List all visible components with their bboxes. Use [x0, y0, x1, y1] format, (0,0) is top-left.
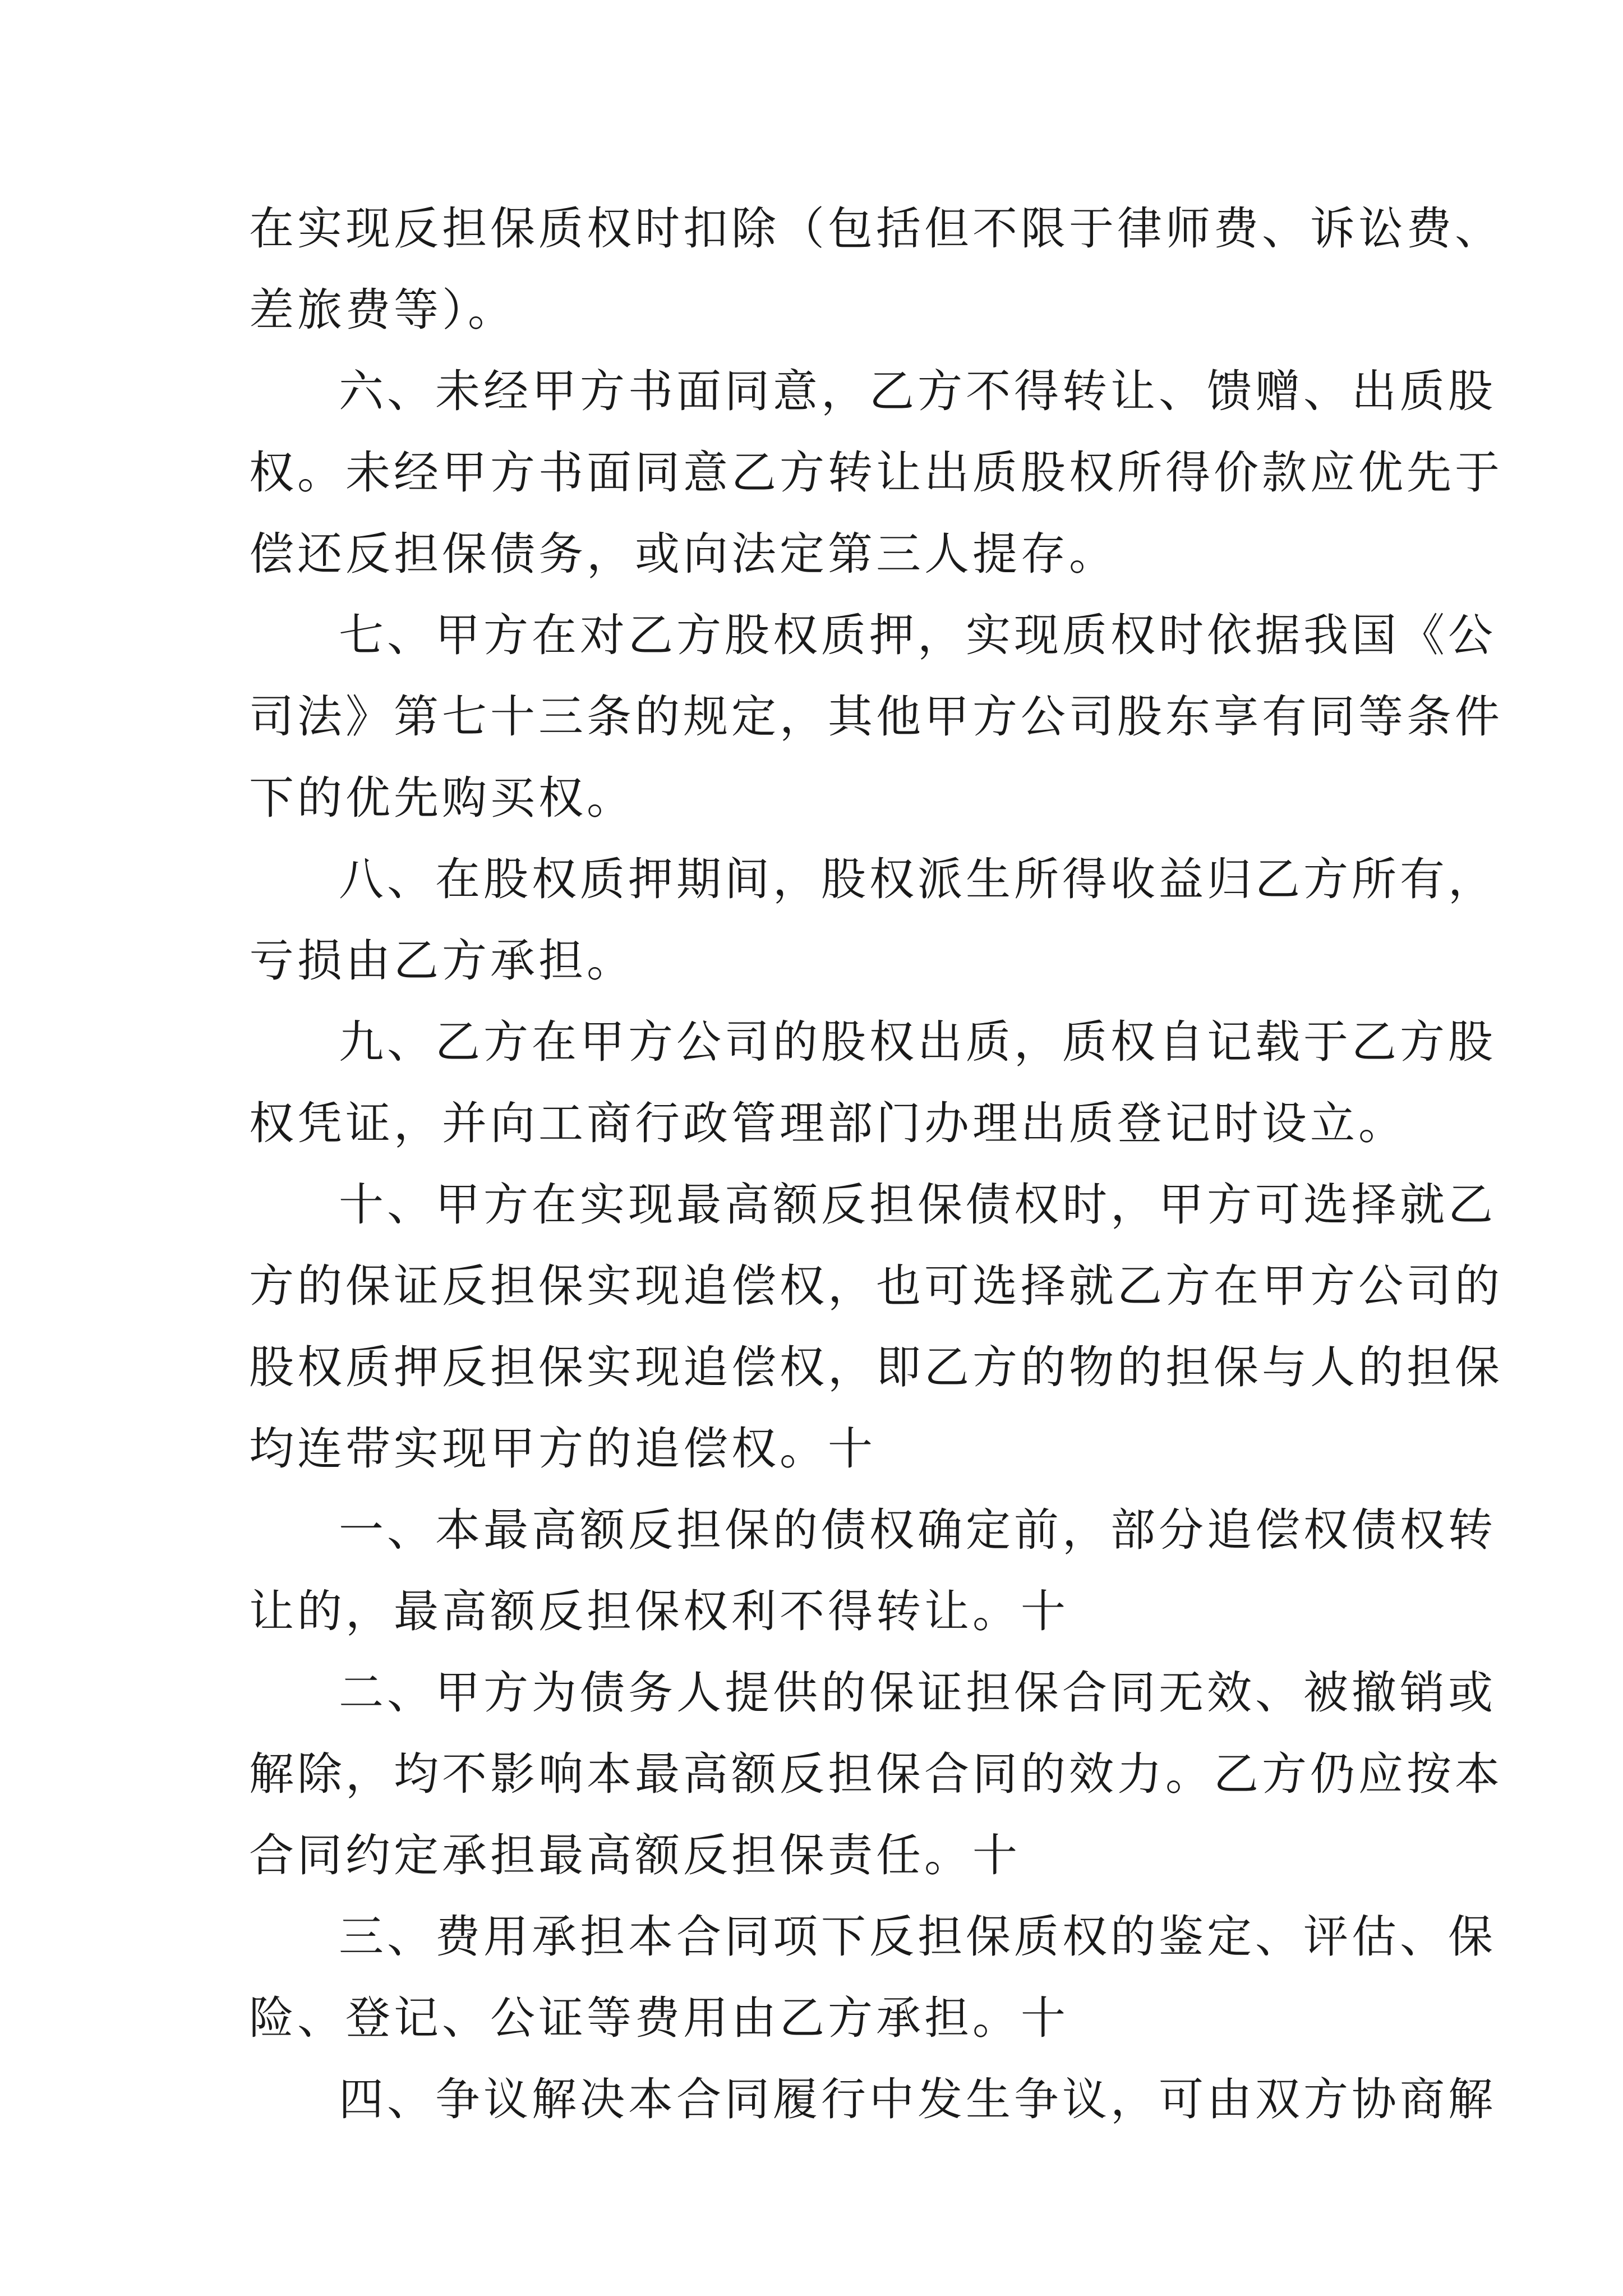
text-line: 差旅费等）。 — [249, 284, 516, 336]
paragraph-start-line: 七、甲方在对乙方股权质押，实现质权时依据我国《公 — [339, 609, 1496, 661]
paragraph-start-line: 八、在股权质押期间，股权派生所得收益归乙方所有， — [339, 853, 1496, 905]
text-line: 让的，最高额反担保权利不得转让。十 — [249, 1585, 1069, 1637]
text-line: 股权质押反担保实现追偿权，即乙方的物的担保与人的担保 — [249, 1341, 1503, 1393]
text-line: 在实现反担保质权时扣除（包括但不限于律师费、诉讼费、 — [249, 203, 1503, 255]
text-line: 权。未经甲方书面同意乙方转让出质股权所得价款应优先于 — [249, 447, 1503, 499]
text-line: 合同约定承担最高额反担保责任。十 — [249, 1829, 1021, 1881]
document-body — [249, 188, 1503, 2140]
text-line: 方的保证反担保实现追偿权，也可选择就乙方在甲方公司的 — [249, 1260, 1503, 1312]
paragraph-start-line: 十、甲方在实现最高额反担保债权时，甲方可选择就乙 — [339, 1179, 1496, 1231]
text-line: 险、登记、公证等费用由乙方承担。十 — [249, 1992, 1069, 2044]
paragraph-start-line: 一、本最高额反担保的债权确定前，部分追偿权债权转 — [339, 1504, 1496, 1556]
text-line: 偿还反担保债务，或向法定第三人提存。 — [249, 528, 1117, 580]
paragraph-start-line: 九、乙方在甲方公司的股权出质，质权自记载于乙方股 — [339, 1016, 1496, 1068]
paragraph-start-line: 六、未经甲方书面同意，乙方不得转让、馈赠、出质股 — [339, 365, 1496, 417]
text-line: 亏损由乙方承担。 — [249, 935, 635, 987]
text-line: 司法》第七十三条的规定，其他甲方公司股东享有同等条件 — [249, 691, 1503, 743]
text-line: 下的优先购买权。 — [249, 772, 635, 824]
text-line: 均连带实现甲方的追偿权。十 — [249, 1423, 876, 1475]
paragraph-start-line: 三、费用承担本合同项下反担保质权的鉴定、评估、保 — [339, 1911, 1496, 1963]
text-line: 权凭证，并向工商行政管理部门办理出质登记时设立。 — [249, 1097, 1407, 1149]
paragraph-start-line: 四、争议解决本合同履行中发生争议，可由双方协商解 — [339, 2073, 1496, 2125]
paragraph-start-line: 二、甲方为债务人提供的保证担保合同无效、被撤销或 — [339, 1667, 1496, 1719]
text-line: 解除，均不影响本最高额反担保合同的效力。乙方仍应按本 — [249, 1748, 1503, 1800]
